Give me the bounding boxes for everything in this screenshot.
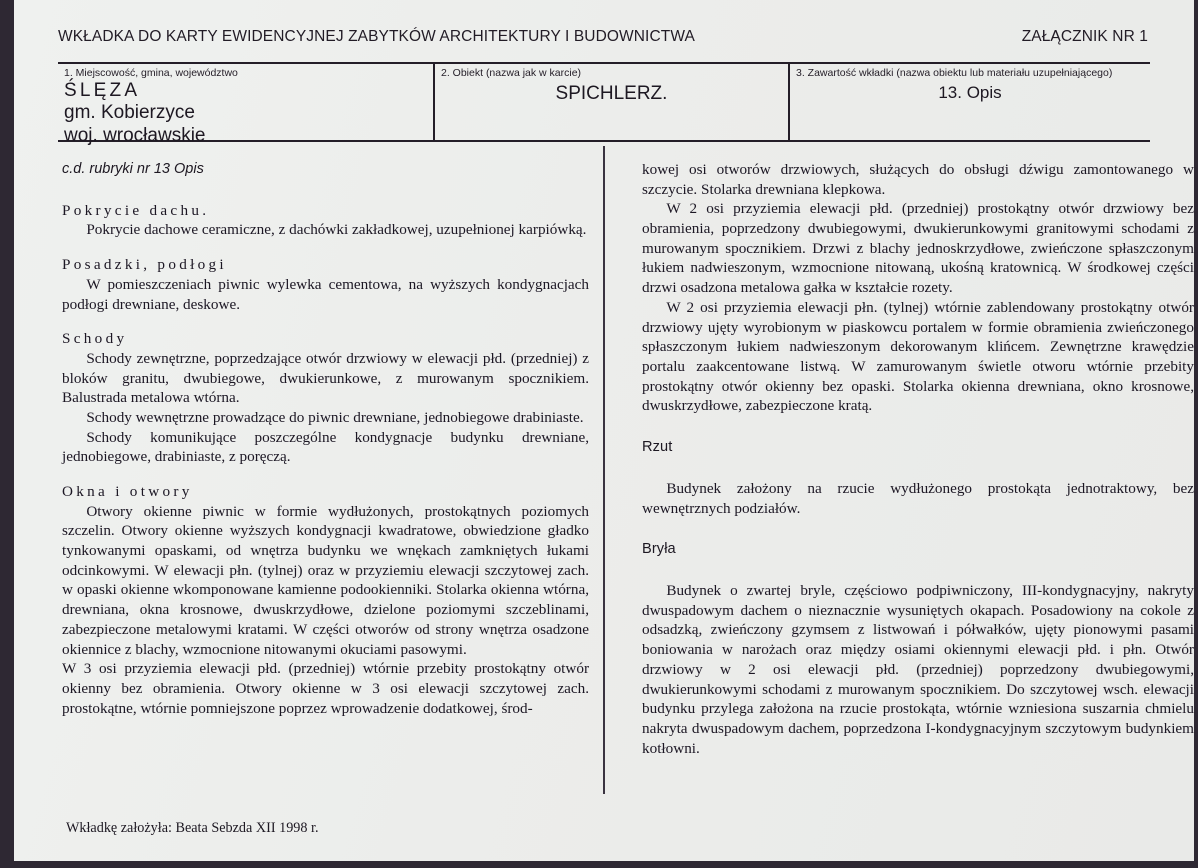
section-paragraph: W 2 osi przyziemia elewacji płn. (tylnej) wtórnie zablendowany prostokątny otwór drzwiowy ujęty wyrobionym w piaskowcu portalem w formie obramienia zwieńczonego spłaszczonym łukiem nadwieszonym dekorowanym klińcem. Zewnętrzne krawędzie portalu zaakcentowane listwą. W zamurowanym świetle otworu wtórnie przebity prostokątny otwór okienny bez opaski. Stolarka okienna drewniana, okno krosnowe, dwuskrzydłowe, zabezpieczone kratą.	[642, 298, 1194, 415]
object-name: SPICHLERZ.	[555, 83, 668, 105]
section-heading-bryla: Bryła	[642, 541, 676, 558]
section-paragraph-continued: W 3 osi przyziemia elewacji płd. (przedniej) wtórnie przebity prostokątny otwór okienny bez obramienia. Otwory okienne w 3 osi elewacji szczytowej zach. prostokątne, wtórnie pomniejszone poprzez wprowadzenie dodatkowej, środ-	[62, 660, 589, 717]
header-cell-object	[433, 64, 788, 140]
content-value: 13. Opis	[938, 83, 1002, 103]
column-divider	[603, 146, 605, 794]
right-column	[642, 160, 1194, 758]
section-paragraph: Budynek założony na rzucie wydłużonego prostokąta jednotraktowy, bez wewnętrznych podziałów.	[642, 479, 1194, 517]
body-columns	[58, 160, 1194, 790]
section-heading-stairs: Schody	[62, 330, 128, 348]
locality-name: ŚLĘZA	[64, 80, 141, 102]
section-paragraph: W 2 osi przyziemia elewacji płd. (przedniej) prostokątny otwór drzwiowy bez obramienia, poprzedzony dwubiegowymi, dwukierunkowymi granitowymi schodami z murowanym spocznikiem. Drzwi z blachy jednoskrzydłowe, zwieńczone spłaszczonym łukiem nadwieszonym, wzmocnione nitowaną, ukośną kratownicą. W środkowej części drzwi osadzona metalowa gałka w kształcie rozety.	[642, 200, 1194, 297]
locality-label: 1. Miejscowość, gmina, województwo	[64, 67, 238, 79]
section-paragraph: Schody komunikujące poszczególne kondygnacje budynku drewniane, jednobiegowe, drabiniaste, z poręczą.	[62, 428, 589, 466]
section-paragraph: W pomieszczeniach piwnic wylewka cementowa, na wyższych kondygnacjach podłogi drewniane, deskowe.	[62, 275, 589, 313]
locality-commune: gm. Kobierzyce	[64, 102, 195, 124]
header-table	[58, 62, 1150, 146]
section-heading-rzut: Rzut	[642, 438, 673, 455]
header-cell-locality	[58, 64, 433, 146]
page-sheet	[14, 0, 1194, 861]
locality-voivodeship: woj. wrocławskie	[64, 124, 206, 146]
document-title-row	[58, 28, 1148, 46]
section-paragraph: Pokrycie dachowe ceramiczne, z dachówki zakładkowej, uzupełnionej karpiówką.	[86, 221, 587, 239]
section-heading-roofing: Pokrycie dachu.	[62, 201, 210, 219]
footer-credit: Wkładkę założyła: Beata Sebzda XII 1998 r.	[66, 820, 319, 836]
continuation-note: c.d. rubryki nr 13 Opis	[62, 161, 204, 177]
header-cell-content	[788, 64, 1150, 140]
section-heading-windows-openings: Okna i otwory	[62, 483, 193, 501]
section-paragraph: Schody wewnętrzne prowadzące do piwnic drewniane, jednobiegowe drabiniaste.	[86, 408, 584, 426]
section-heading-floors: Posadzki, podłogi	[62, 256, 227, 274]
section-paragraph: Otwory okienne piwnic w formie wydłużonych, prostokątnych poziomych szczelin. Otwory okienne wyższych kondygnacji kwadratowe, obwiedzione gładko tynkowanymi opaskami, od wnętrza budynku we wnękach zamkniętych łukami odcinkowymi. W elewacji płn. (tylnej) oraz w przyziemiu elewacji szczytowej zach. w opaski okienne wkomponowane kamienne podookienniki. Stolarka okienna wtórna, drewniana, okna krosnowe, dwuskrzydłowe, dzielone poziomymi szczeblinami, zabezpieczone metalowymi kratami. W części otworów od strony wnętrza osadzone okiennice z blachy, wzmocnione nitowanymi okuciami pasowymi.	[62, 502, 589, 658]
left-column	[62, 160, 589, 718]
object-label: 2. Obiekt (nazwa jak w karcie)	[441, 67, 582, 79]
continued-paragraph-from-left: kowej osi otworów drzwiowych, służących do obsługi dźwigu zamontowanego w szczycie. Stolarka drewniana klepkowa.	[642, 161, 1194, 198]
section-paragraph: Budynek o zwartej bryle, częściowo podpiwniczony, III-kondygnacyjny, nakryty dwuspadowym dachem o nieznacznie wysuniętych okapach. Posadowiony na cokole z odsadzką, zwieńczony gzymsem z listwowań i półwałków, ujęty pionowymi pasami boniowania w narożach oraz między osiami okiennymi elewacji płd. i płn. Otwór drzwiowy w 2 osi elewacji płd. (przedniej) poprzedzony dwubiegowymi, dwukierunkowymi schodami z murowanym spocznikiem. Do szczytowej wsch. elewacji budynku przylega założona na rzucie prostokąta, wtórnie wzniesiona suszarnia chmielu nakryta dwuspadowym dachem, poprzedzona I-kondygnacyjnym szczytowym budynkiem kotłowni.	[642, 582, 1194, 757]
section-paragraph: Schody zewnętrzne, poprzedzające otwór drzwiowy w elewacji płd. (przedniej) z bloków granitu, dwubiegowe, dwukierunkowe, z murowanym spocznikiem. Balustrada metalowa wtórna.	[62, 349, 589, 407]
annex-number: ZAŁĄCZNIK NR 1	[1021, 28, 1148, 45]
page-title: WKŁADKA DO KARTY EWIDENCYJNEJ ZABYTKÓW ARCHITEKTURY I BUDOWNICTWA	[58, 28, 695, 45]
content-label: 3. Zawartość wkładki (nazwa obiektu lub materiału uzupełniającego)	[796, 67, 1113, 79]
